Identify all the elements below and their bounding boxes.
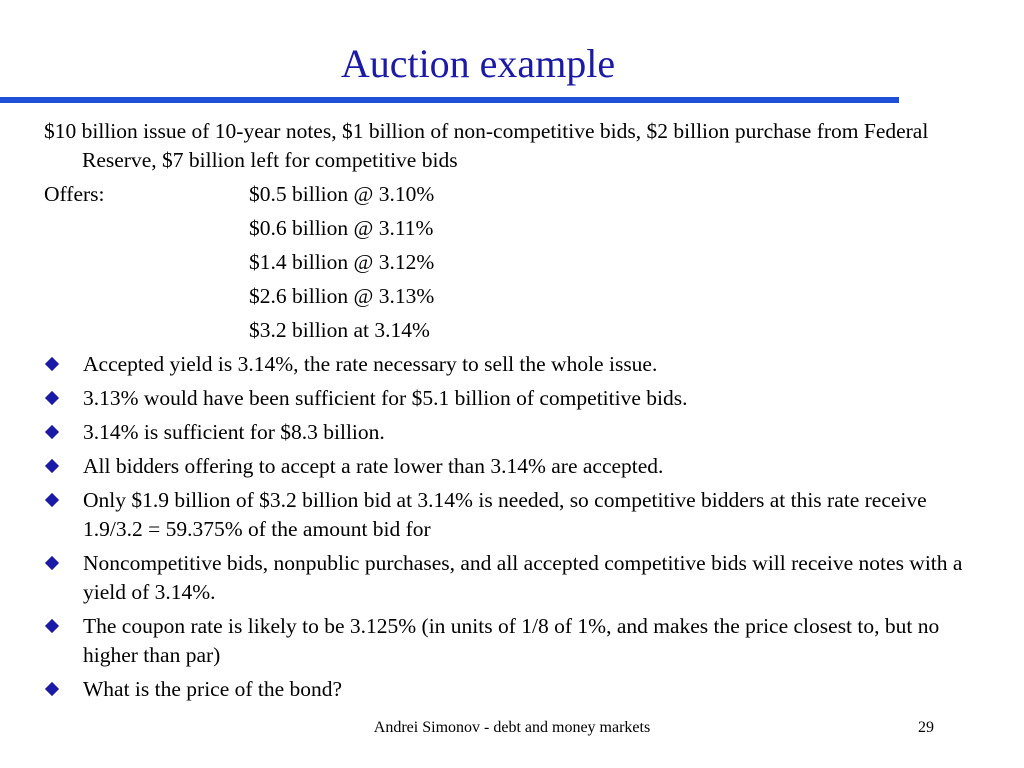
title-underline-rule: [0, 97, 899, 103]
offer-value: $1.4 billion @ 3.12%: [249, 250, 435, 274]
bullet-list: [44, 350, 984, 704]
offer-value: $0.6 billion @ 3.11%: [249, 216, 434, 240]
offer-label-spacer: [44, 214, 249, 243]
offer-row: [44, 214, 984, 243]
intro-paragraph: $10 billion issue of 10-year notes, $1 billion of non-competitive bids, $2 billion purchase from Federal Reserve, $7 billion left for competitive bids: [44, 119, 929, 172]
footer-text: Andrei Simonov - debt and money markets: [373, 719, 651, 736]
bullet-item: [44, 418, 984, 447]
offer-label-spacer: [44, 282, 249, 311]
bullet-item: [44, 384, 984, 413]
offer-label-spacer: [44, 248, 249, 277]
offer-value: $3.2 billion at 3.14%: [249, 318, 430, 342]
bullet-text: Noncompetitive bids, nonpublic purchases, and all accepted competitive bids will receive notes with a yield of 3.14%.: [83, 551, 963, 604]
bullet-text: The coupon rate is likely to be 3.125% (in units of 1/8 of 1%, and makes the price closest to, but no higher than par): [83, 614, 940, 667]
bullet-text: All bidders offering to accept a rate lower than 3.14% are accepted.: [83, 454, 664, 478]
diamond-bullet-icon: [45, 493, 59, 507]
offer-row: [44, 180, 984, 209]
bullet-item: [44, 675, 984, 704]
diamond-bullet-icon: [45, 425, 59, 439]
bullet-item: [44, 452, 984, 481]
diamond-bullet-icon: [45, 391, 59, 405]
diamond-bullet-icon: [45, 357, 59, 371]
bullet-text: 3.14% is sufficient for $8.3 billion.: [83, 420, 385, 444]
offers-label: Offers:: [44, 182, 105, 206]
diamond-bullet-icon: [45, 556, 59, 570]
bullet-text: Only $1.9 billion of $3.2 billion bid at 3.14% is needed, so competitive bidders at this rate receive 1.9/3.2 = 59.375% of the amount bid for: [83, 488, 927, 541]
bullet-text: 3.13% would have been sufficient for $5.1 billion of competitive bids.: [83, 386, 688, 410]
page-number: 29: [918, 719, 934, 736]
offer-value: $0.5 billion @ 3.10%: [249, 182, 435, 206]
bullet-item: [44, 350, 984, 379]
bullet-item: [44, 486, 984, 544]
offer-row: [44, 282, 984, 311]
offer-row: [44, 248, 984, 277]
bullet-item: [44, 612, 984, 670]
offer-row: [44, 316, 984, 345]
offer-label-spacer: [44, 316, 249, 345]
slide-body: [44, 117, 984, 709]
offer-value: $2.6 billion @ 3.13%: [249, 284, 435, 308]
diamond-bullet-icon: [45, 619, 59, 633]
slide-title: Auction example: [340, 41, 616, 86]
diamond-bullet-icon: [45, 682, 59, 696]
diamond-bullet-icon: [45, 459, 59, 473]
bullet-text: What is the price of the bond?: [83, 677, 343, 701]
bullet-item: [44, 549, 984, 607]
bullet-text: Accepted yield is 3.14%, the rate necessary to sell the whole issue.: [83, 352, 658, 376]
